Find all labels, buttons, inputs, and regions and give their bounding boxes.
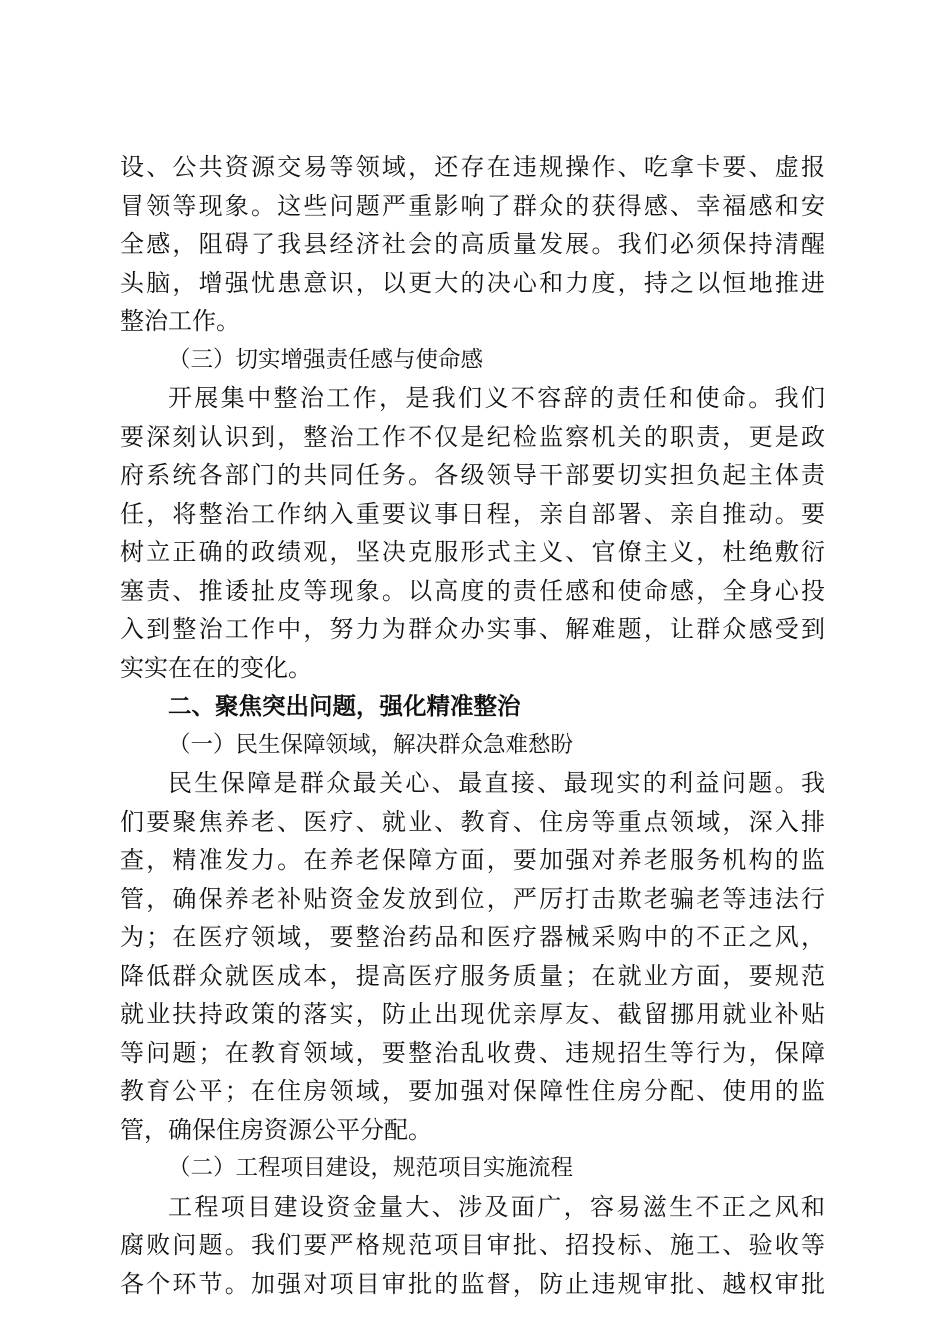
paragraph-line: 工程项目建设资金量大、涉及面广，容易滋生不正之风和: [168, 1192, 825, 1221]
paragraph-line: 入到整治工作中，努力为群众办实事、解难题，让群众感受到: [120, 615, 825, 643]
paragraph-line: 就业扶持政策的落实，防止出现优亲厚友、截留挪用就业补贴: [120, 1000, 825, 1028]
paragraph-line: 降低群众就医成本，提高医疗服务质量；在就业方面，要规范: [120, 961, 825, 990]
document-page: [120, 148, 825, 1303]
subsection-title: （一）民生保障领域，解决群众急难愁盼: [168, 731, 574, 758]
paragraph-line: 管，确保住房资源公平分配。: [120, 1115, 432, 1144]
subsection-title: （三）切实增强责任感与使命感: [168, 346, 484, 373]
paragraph-line: 各个环节。加强对项目审批的监督，防止违规审批、越权审批: [120, 1269, 825, 1298]
paragraph-line: 们要聚焦养老、医疗、就业、教育、住房等重点领域，深入排: [120, 807, 825, 836]
paragraph-line: 实实在在的变化。: [120, 653, 312, 682]
paragraph-line: 设、公共资源交易等领域，还存在违规操作、吃拿卡要、虚报: [120, 153, 825, 181]
paragraph-line: 整治工作。: [120, 307, 240, 335]
paragraph-line: 腐败问题。我们要严格规范项目审批、招投标、施工、验收等: [120, 1231, 825, 1259]
paragraph-line: 冒领等现象。这些问题严重影响了群众的获得感、幸福感和安: [120, 191, 825, 220]
paragraph-line: 塞责、推诿扯皮等现象。以高度的责任感和使命感，全身心投: [120, 576, 825, 605]
paragraph-line: 开展集中整治工作，是我们义不容辞的责任和使命。我们: [168, 384, 825, 412]
paragraph-line: 头脑，增强忧患意识，以更大的决心和力度，持之以恒地推进: [120, 268, 825, 297]
paragraph-line: 教育公平；在住房领域，要加强对保障性住房分配、使用的监: [120, 1077, 825, 1105]
paragraph-line: 树立正确的政绩观，坚决克服形式主义、官僚主义，杜绝敷衍: [120, 538, 825, 566]
paragraph-line: 等问题；在教育领域，要整治乱收费、违规招生等行为，保障: [120, 1038, 825, 1067]
paragraph-line: 任，将整治工作纳入重要议事日程，亲自部署、亲自推动。要: [120, 499, 825, 528]
paragraph-line: 全感，阻碍了我县经济社会的高质量发展。我们必须保持清醒: [120, 230, 825, 258]
paragraph-line: 查，精准发力。在养老保障方面，要加强对养老服务机构的监: [120, 846, 825, 874]
paragraph-line: 要深刻认识到，整治工作不仅是纪检监察机关的职责，更是政: [120, 422, 825, 451]
section-heading: 二、聚焦突出问题，强化精准整治: [168, 692, 521, 720]
paragraph-line: 民生保障是群众最关心、最直接、最现实的利益问题。我: [168, 769, 825, 797]
subsection-title: （二）工程项目建设，规范项目实施流程: [168, 1155, 574, 1181]
paragraph-line: 管，确保养老补贴资金发放到位，严厉打击欺老骗老等违法行: [120, 884, 825, 913]
paragraph-line: 为；在医疗领域，要整治药品和医疗器械采购中的不正之风，: [120, 923, 825, 951]
paragraph-line: 府系统各部门的共同任务。各级领导干部要切实担负起主体责: [120, 461, 825, 489]
